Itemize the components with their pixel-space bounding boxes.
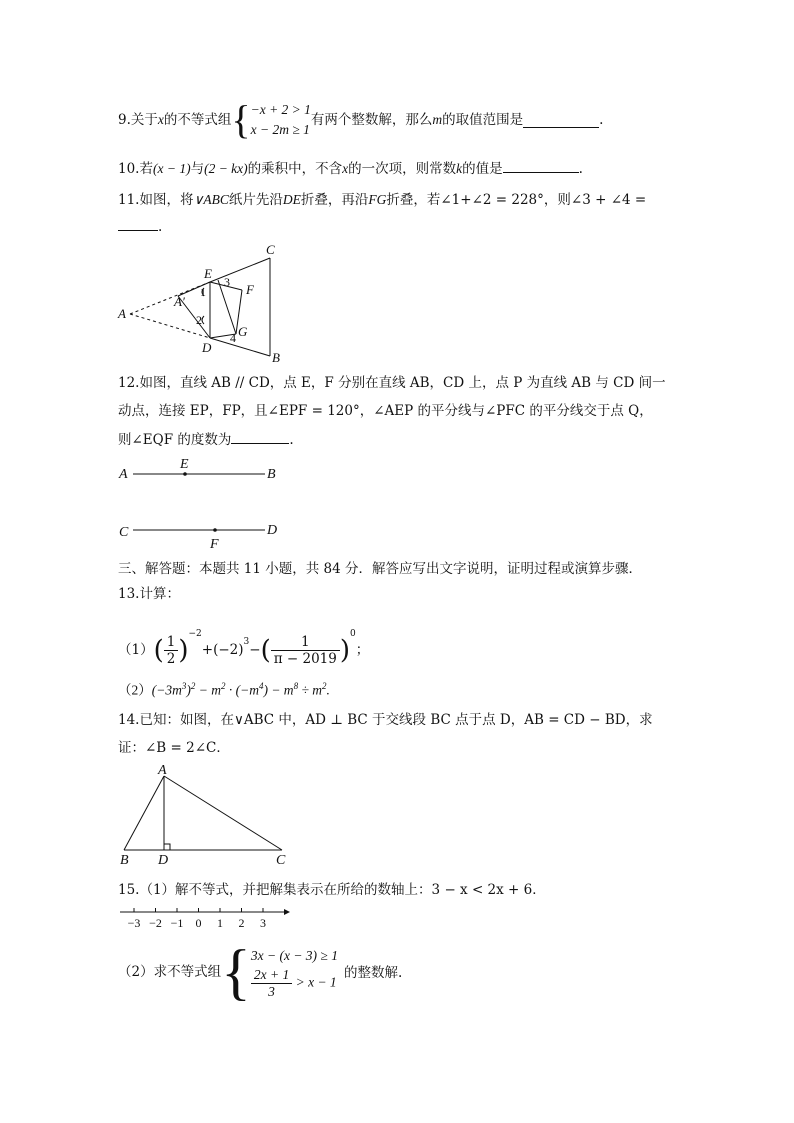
q15-p2-end: 的整数解. [343,964,403,981]
question-10 [118,158,583,179]
question-14-line1: 14.已知：如图，在∨ABC 中，AD ⊥ BC 于交线段 BC 点于点 D，AB = CD − BD，求 [118,712,653,728]
q15-tick-label: 2 [238,916,245,930]
q13-p1-half-num: 1 [164,634,179,651]
q13-title: 13.计算： [118,586,180,602]
q11-num-2: 2 [196,313,202,327]
q14-right-angle [164,844,170,850]
q11-label-g: G [238,324,248,339]
q13-p2-m: . [326,682,330,698]
q13-p1-exp3: 0 [350,629,356,639]
q15-tick-label: −2 [149,916,162,930]
q15-brace: { [221,938,251,1007]
q11-label-f: F [246,282,254,297]
q11-text1: 11.如图，将 [118,192,194,208]
q15-sys2-frac [251,967,292,1000]
q12-point-e [183,472,187,476]
q11-label-b: B [272,350,280,365]
q13-p2-l: 2 [321,681,327,691]
q15-system [251,945,338,1000]
q9-brace: { [231,97,251,142]
q15-sys2 [251,967,338,1000]
q12-label-c: C [119,525,129,540]
q11-label-a-prime: A′ [174,294,185,309]
q15-sys2-rest: > x − 1 [295,974,337,990]
q13-p1-frac-den: π − 2019 [273,651,337,667]
q13-p2-k: ÷ m [298,682,322,698]
q11-num-3: 3 [224,275,230,289]
q10-text5: 的值是 [462,161,503,177]
q10-text2: 与 [190,161,205,177]
q10-text4: 的一次项，则常数 [348,161,457,177]
q9-mid: 的不等式组 [163,112,232,128]
q9-var2: m [432,112,443,127]
q9-line2: x − 2m ≥ 1 [250,122,310,137]
q12-end: . [289,432,294,448]
q14-seg-ba [124,776,164,850]
question-12-line3 [118,429,294,450]
q9-var: x [157,112,164,127]
q13-p2-j: 8 [293,681,299,691]
q15-p2-label: （2）求不等式组 [118,964,222,980]
section-3-heading: 三、解答题：本题共 11 小题，共 84 分．解答应写出文字说明，证明过程或演算步骤． [118,561,643,577]
q12-label-d: D [267,523,278,538]
q11-seg-db [210,338,270,356]
q14-label-b: B [120,853,129,868]
q14-label-c: C [276,853,286,868]
q13-p2-e: − m [195,682,221,698]
q14-label-d: D [158,853,169,868]
q15-tick-label: 0 [195,916,202,930]
q13-p2-h: 4 [258,681,264,691]
q10-text3: 的乘积中，不含 [247,161,343,177]
q13-p1-half-den: 2 [166,651,176,667]
q11-label-c: C [266,242,275,257]
q12-label-a: A [119,467,128,482]
q11-num-1: 1 [200,285,206,299]
q11-end: . [158,219,163,235]
q13-p2-a: (−3m [151,682,182,698]
q13-p2-d: 2 [190,681,196,691]
q13-part2 [118,676,330,701]
q10-end: . [578,161,583,177]
q15-axis-arrow-icon [284,909,290,915]
q13-p1-rparen: ) [178,635,189,666]
q12-label-b: B [267,467,276,482]
q13-p2-i: ) − m [263,682,294,698]
q13-p2-b: 3 [181,681,187,691]
q15-number-line[interactable] [118,902,294,932]
q9-suffix2: 的取值范围是 [442,112,524,128]
q13-p2-c: ) [186,682,191,698]
q14-seg-ac [164,776,282,850]
q15-sys2-den: 3 [268,984,275,999]
q12-answer-blank[interactable] [231,429,289,444]
q13-p1-rparen2: ) [339,635,351,666]
q13-p1-mid: +(−2) [201,642,244,658]
q11-label-a: A [118,306,126,321]
question-12-line1: 12.如图，直线 AB // CD，点 E，F 分别在直线 AB，CD 上，点 P 为直线 AB 与 CD 间一 [118,375,666,391]
q13-p1-end: ； [355,642,370,658]
q15-sys2-num: 2x + 1 [251,967,292,984]
q13-p2-f: 2 [220,681,226,691]
q13-p1-exp2: 3 [243,637,250,647]
q13-p2-g: · (−m [225,682,259,698]
question-15-part2 [118,938,403,1007]
q11-angle-2 [202,316,204,324]
question-12-line2: 动点，连接 EP，FP，且∠EPF = 120°，∠AEP 的平分线与∠PFC 的平分线交于点 Q， [118,403,653,419]
q9-system [251,100,311,140]
q15-tick-label: −1 [170,916,184,930]
q13-p1-frac [271,634,340,667]
q11-text3: 折叠，再沿 [300,192,369,208]
q12-figure [115,456,295,552]
q12-label-e: E [180,457,189,472]
q10-expr1: (x − 1) [152,161,191,176]
q13-p1-exp1: −2 [188,629,202,639]
question-11-cont [118,216,162,237]
q15-tick-label: 1 [217,916,223,930]
q10-var: x [342,161,349,176]
q15-sys1: 3x − (x − 3) ≥ 1 [250,948,338,963]
q11-text4: 折叠，若∠1+∠2 = 228°，则∠3 + ∠4 = [386,192,647,208]
q11-figure [110,238,310,366]
q9-suffix1: 有两个整数解，那么 [310,112,433,128]
q12-line3-text: 则∠EQF 的度数为 [118,432,232,448]
q9-answer-blank[interactable] [523,113,599,128]
q15-tick-label: −3 [127,916,141,930]
q11-label-d: D [202,340,212,355]
q9-prefix: 9.关于 [118,112,158,128]
q12-point-f [213,528,217,532]
q13-p1-lparen2: ( [260,635,271,666]
q9-line1: −x + 2 > 1 [250,102,311,117]
question-15-part1: 15.（1）解不等式，并把解集表示在所给的数轴上：3 − x < 2x + 6． [118,882,546,898]
q13-p1-lparen: ( [153,635,164,666]
question-9 [118,97,604,144]
q11-line1: DE [282,192,301,207]
q14-figure [112,762,302,870]
question-14-line2: 证：∠B = 2∠C． [118,740,230,756]
q10-var2: k [456,161,463,176]
q10-text1: 10.若 [118,161,153,177]
q11-text2: 纸片先沿 [228,192,283,208]
q9-end: . [599,112,604,128]
q13-p1-label: （1） [118,642,154,658]
question-11 [118,190,646,210]
q13-p1-frac-num: 1 [271,634,340,651]
q14-label-a: A [158,763,167,778]
q11-triangle: ∨ABC [193,192,229,207]
q13-p1-minus: − [249,642,261,658]
q11-seg-ec [210,258,270,282]
q13-p1-half [164,634,179,667]
q10-answer-blank[interactable] [503,158,579,173]
q11-num-4: 4 [230,331,236,345]
q11-label-e: E [204,266,212,281]
q12-label-f: F [210,537,219,552]
q15-tick-label: 3 [260,916,266,930]
q11-answer-blank[interactable] [118,216,158,231]
q10-expr2: (2 − kx) [204,161,248,176]
q13-p2-label: （2） [118,682,152,698]
q11-line2: FG [368,192,387,207]
